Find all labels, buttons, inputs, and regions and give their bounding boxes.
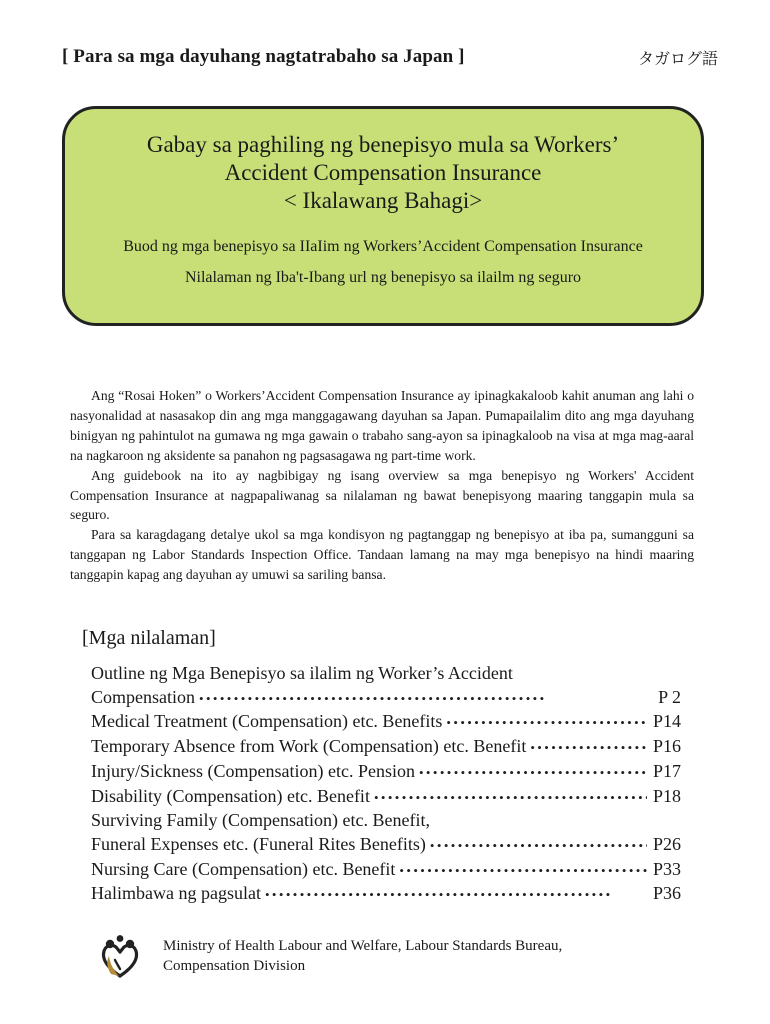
title-contents-line: Nilalaman ng Iba't-Ibang url ng benepisyo sa ilailm ng seguro [184, 269, 582, 286]
toc-page-number: P16 [652, 736, 681, 757]
toc-leader-dots [265, 883, 647, 907]
toc-leader-dots [530, 736, 647, 760]
language-label: タガログ語 [637, 49, 718, 68]
toc-entry-3[interactable] [91, 735, 681, 760]
title-line-1: Gabay sa paghiling ng benepisyo mula sa Workers’ [146, 132, 620, 157]
toc-entry-text: Injury/Sickness (Compensation) etc. Pension [91, 760, 415, 781]
toc-leader-dots [374, 786, 647, 810]
toc-page-number: P33 [652, 858, 681, 879]
header-subtitle: [ Para sa mga dayuhang nagtatrabaho sa Japan ] [62, 46, 465, 67]
title-line-3: < Ikalawang Bahagi> [283, 188, 483, 213]
footer-line-2: Compensation Division [163, 958, 306, 974]
toc-entry-text: Medical Treatment (Compensation) etc. Benefits [91, 711, 443, 732]
toc-leader-dots [399, 859, 647, 883]
toc-entry-text: Compensation [91, 686, 195, 707]
footer-ministry-text [163, 936, 562, 976]
toc-entry-6-lead: Surviving Family (Compensation) etc. Benefit, [91, 810, 430, 831]
toc-entry-8[interactable] [91, 882, 681, 907]
toc-page-number: P26 [652, 833, 681, 854]
toc-entry-text: Temporary Absence from Work (Compensation) etc. Benefit [91, 736, 527, 757]
ministry-logo-icon [97, 934, 143, 980]
title-line-2: Accident Compensation Insurance [224, 160, 542, 185]
toc-entry-text: Funeral Expenses etc. (Funeral Rites Benefits) [91, 833, 426, 854]
intro-paragraph-2: Ang guidebook na ito ay nagbibigay ng isang overview sa mga benepisyo ng Workers' Accident Compensation Insurance at nagpapaliwanag sa nilalaman ng bawat benepisyong maaring tanggapin mula sa seguro. [70, 467, 694, 523]
toc-entry-text: Nursing Care (Compensation) etc. Benefit [91, 858, 396, 879]
toc-page-number: P 2 [658, 686, 681, 707]
toc-page-number: P36 [652, 883, 681, 904]
intro-paragraph-1: Ang “Rosai Hoken” o Workers’Accident Compensation Insurance ay ipinagkakaloob kahit anuman ang lahi o nasyonalidad at nasasakop din ang mga manggagawang dayuhan sa Japan. Pumapailalim dito ang mga dayuhang binigyan ng pahintulot na gumawa ng mga gawain o trabaho sang-ayon sa ipinagkaloob na visa at mga mag-aaral na nagkaroon ng aksidente sa panahon ng pagsasagawa ng part-time work. [70, 388, 694, 463]
title-summary: Buod ng mga benepisyo sa IIaIim ng Workers’Accident Compensation Insurance [123, 238, 643, 255]
toc-entry-4[interactable] [91, 760, 681, 785]
toc-entry-text: Disability (Compensation) etc. Benefit [91, 785, 370, 806]
toc-heading: [Mga nilalaman] [82, 627, 216, 649]
toc-entry-6[interactable] [91, 833, 681, 858]
toc-leader-dots [446, 711, 647, 735]
toc-leader-dots [419, 761, 647, 785]
toc-page-number: P17 [652, 760, 681, 781]
footer-line-1: Ministry of Health Labour and Welfare, Labour Standards Bureau, [163, 938, 563, 954]
toc-page-number: P18 [652, 785, 681, 806]
intro-paragraph-3: Para sa karagdagang detalye ukol sa mga kondisyon ng pagtanggap ng benepisyo at iba pa, sumangguni sa tanggapan ng Labor Standards Inspection Office. Tandaan lamang na may mga benepisyo na hindi maaring tanggapin kapag ang dayuhan ay umuwi sa sariling bansa. [70, 527, 694, 583]
table-of-contents [91, 662, 681, 907]
toc-leader-dots [199, 687, 652, 711]
toc-page-number: P14 [652, 711, 681, 732]
title-box [62, 106, 704, 326]
toc-entry-2[interactable] [91, 710, 681, 735]
toc-entry-7[interactable] [91, 858, 681, 883]
toc-entry-5[interactable] [91, 785, 681, 810]
toc-leader-dots [430, 834, 647, 858]
toc-entry-1[interactable] [91, 686, 681, 711]
toc-entry-text: Halimbawa ng pagsulat [91, 883, 261, 904]
toc-entry-1-lead: Outline ng Mga Benepisyo sa ilalim ng Worker’s Accident [91, 663, 513, 683]
intro-text [70, 386, 694, 585]
